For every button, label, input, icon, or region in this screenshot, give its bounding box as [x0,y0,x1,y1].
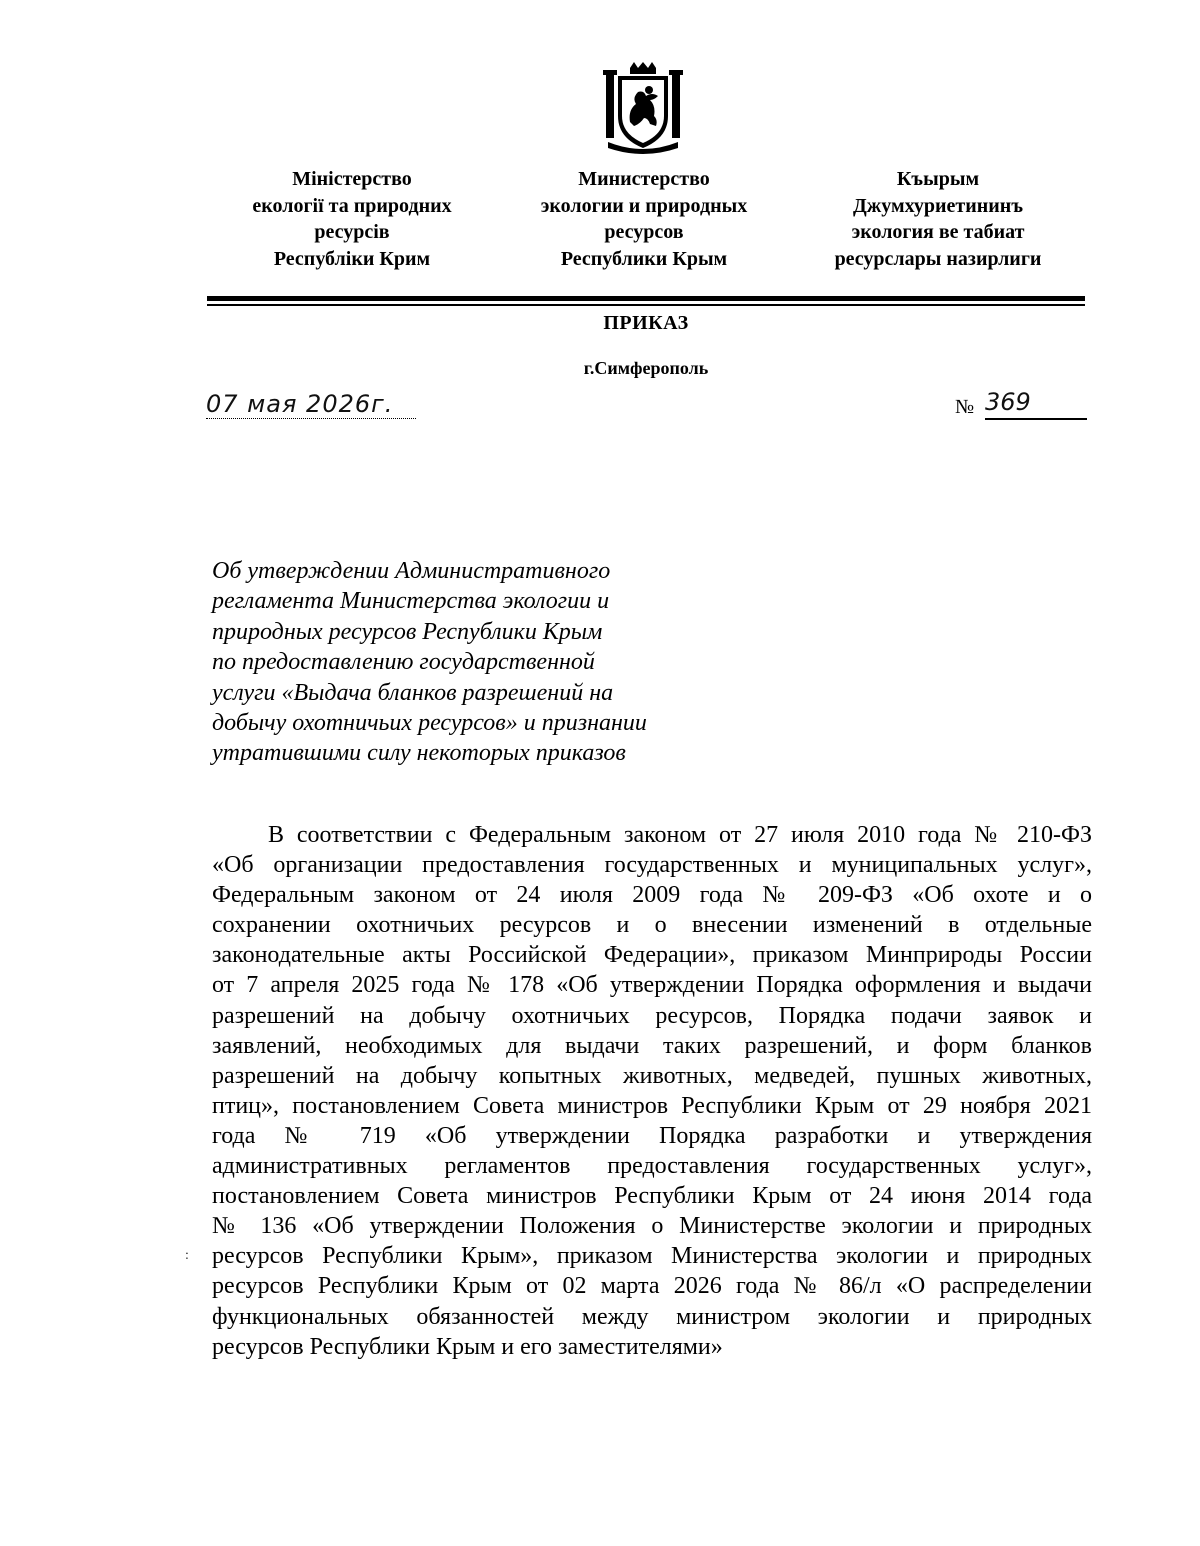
subject-line: утратившими силу некоторых приказов [212,740,626,767]
margin-mark: : [185,1248,189,1263]
order-subject [212,556,712,769]
org-line: экология ве табиат [851,221,1025,243]
body-line: заявлений, необходимых для выдачи таких разрешений, и форм бланков [212,1032,1092,1059]
subject-line: регламента Министерства экологии и [212,588,610,615]
org-line: ресурсов [604,221,684,243]
body-line: № 136 «Об утверждении Положения о Министерстве экологии и природных [212,1213,1092,1240]
subject-line: по предоставлению государственной [212,649,595,676]
body-line: сохранении охотничьих ресурсов и о внесении изменений в отдельные [212,912,1092,939]
subject-line: добычу охотничьих ресурсов» и признании [212,710,647,737]
header-divider-thin [207,304,1085,306]
subject-line: Об утверждении Административного [212,558,611,584]
body-line: постановлением Совета министров Республики Крым от 24 июня 2014 года [212,1183,1092,1210]
body-line: птиц», постановлением Совета министров Республики Крым от 29 ноября 2021 [212,1092,1092,1119]
body-line: «Об организации предоставления государственных и муниципальных услуг», [212,852,1092,879]
handwritten-date: 07 мая 2026г. [206,390,394,418]
org-name-russian [514,166,774,272]
body-line: Федеральным законом от 24 июля 2009 года № 209-ФЗ «Об охоте и о [212,882,1092,909]
body-line: ресурсов Республики Крым», приказом Министерства экологии и природных [212,1243,1092,1270]
body-line: от 7 апреля 2025 года № 178 «Об утверждении Порядка оформления и выдачи [212,972,1092,999]
body-line: разрешений на добычу копытных животных, медведей, пушных животных, [212,1062,1092,1089]
body-line: законодательные акты Российской Федерации», приказом Минприроды России [212,942,1092,969]
number-underline [985,418,1087,420]
org-line: Джумхуриетининъ [853,194,1023,217]
org-line: Міністерство [292,168,412,190]
body-line: разрешений на добычу охотничьих ресурсов, Порядка подачи заявок и [212,1002,1092,1029]
number-sign: № [955,396,975,418]
body-line: ресурсов Республики Крым от 02 марта 2026 года № 86/л «О распределении [212,1273,1092,1300]
date-underline [206,418,416,420]
org-line: ресурсів [314,221,390,243]
document-type-title: ПРИКАЗ [603,312,689,334]
body-line: В соответствии с Федеральным законом от 27 июля 2010 года № 210-ФЗ [268,822,1092,848]
org-line: ресурслары назирлиги [834,247,1042,270]
subject-line: природных ресурсов Республики Крым [212,618,603,645]
body-line: функциональных обязанностей между министром экологии и природных [212,1303,1092,1330]
org-line: Республики Крым [560,247,728,270]
handwritten-number: 369 [985,388,1031,416]
order-preamble-paragraph [212,820,1092,1362]
org-line: Министерство [578,168,710,190]
body-line: года № 719 «Об утверждении Порядка разработки и утверждения [212,1122,1092,1149]
org-line: Къырым [896,168,980,190]
org-line: экологии и природных [540,194,748,217]
coat-of-arms-emblem [600,62,686,154]
subject-line: услуги «Выдача бланков разрешений на [212,679,614,706]
org-name-crimean-tatar [808,166,1068,272]
org-line: екології та природних [252,194,452,217]
org-line: Республіки Крим [273,247,431,270]
document-city: г.Симферополь [583,358,709,378]
body-line: ресурсов Республики Крым и его заместителями» [212,1333,723,1360]
org-name-ukrainian [222,166,482,272]
header-divider-thick [207,296,1085,301]
body-line: административных регламентов предоставления государственных услуг», [212,1153,1092,1180]
